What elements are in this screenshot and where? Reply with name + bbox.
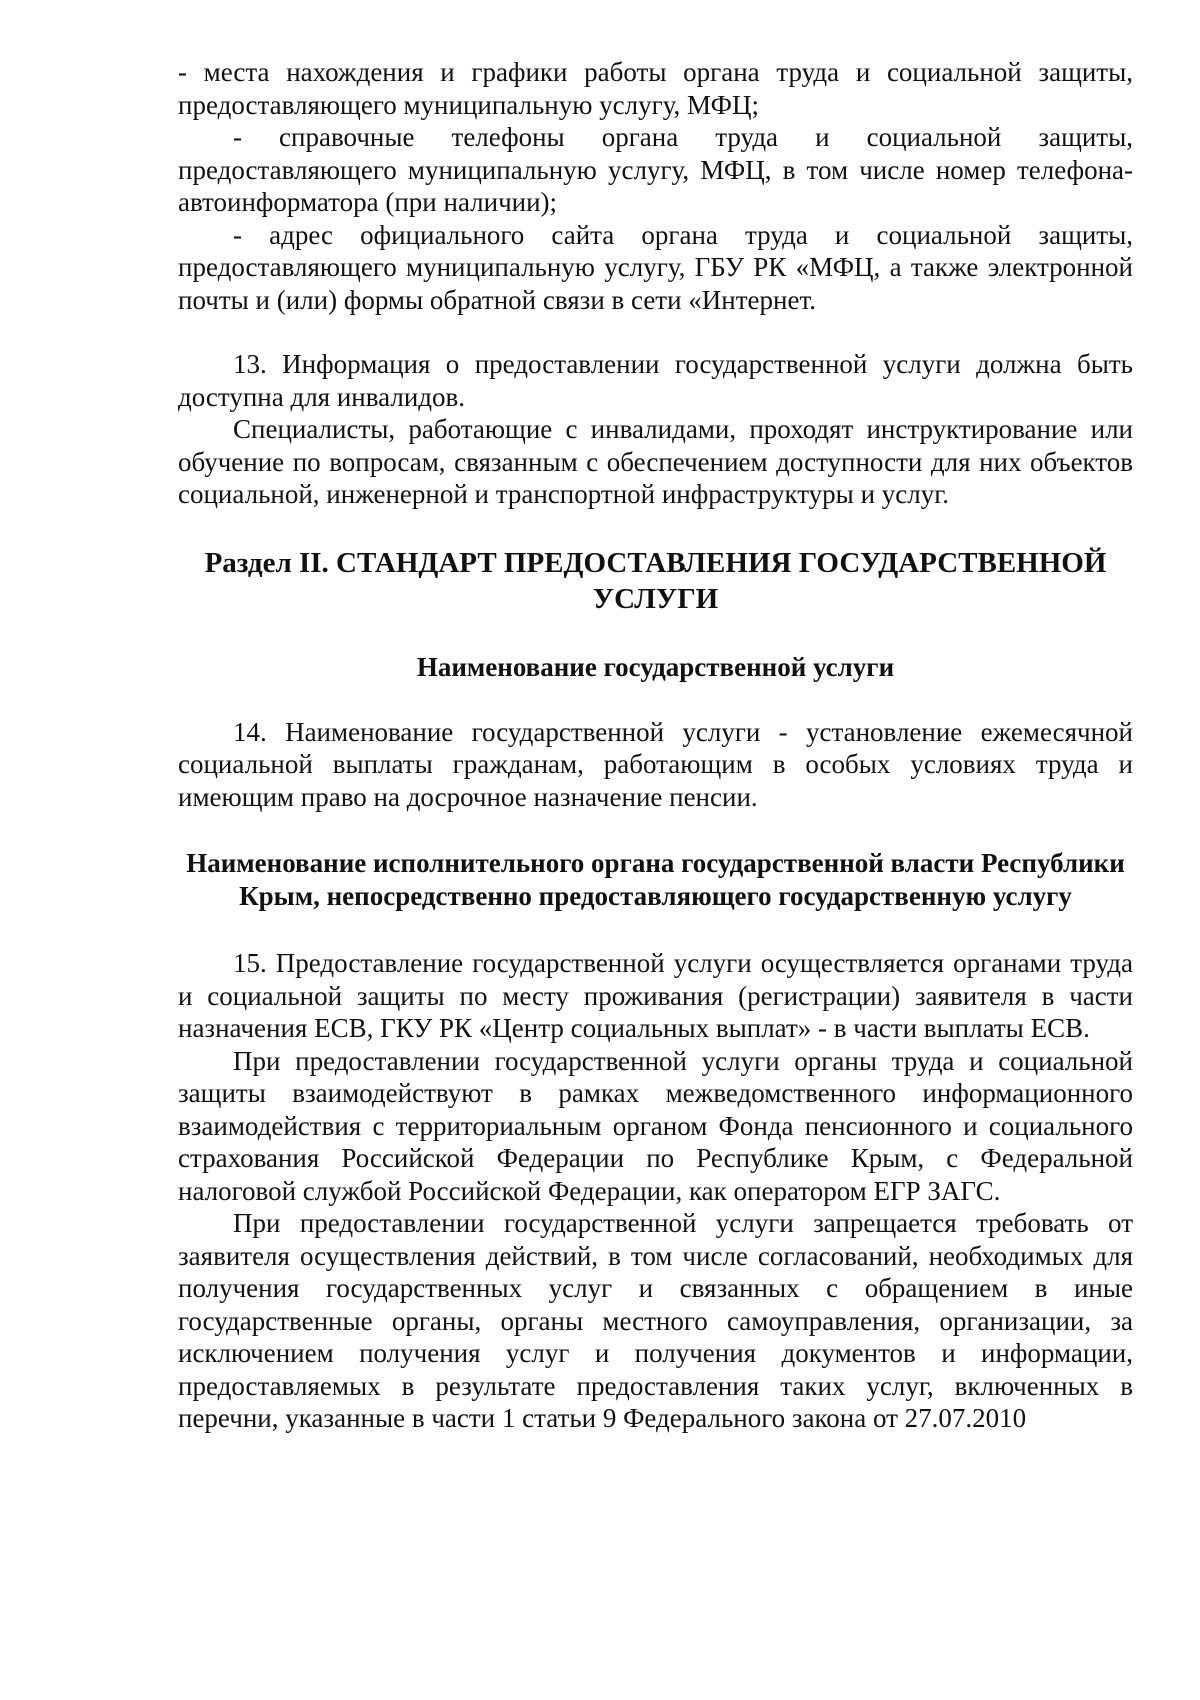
paragraph-15-prohibition: При предоставлении государственной услуги запрещается требовать от заявителя осуществления действий, в том числе согласований, необходимых для получения государственных услуг и связанных с обращением в иные государственные органы, органы местного самоуправления, организации, за исключением получения услуг и получения документов и информации, предоставляемых в результате предоставления таких услуг, включенных в перечни, указанные в части 1 статьи 9 Федерального закона от 27.07.2010 [178,1208,1133,1433]
section-word: Раздел [204,546,292,579]
subheading-executive-organ: Наименование исполнительного органа государственной власти Республики Крым, непосредственно предоставляющего государственную услугу [186,848,1125,911]
spacer [178,813,1133,847]
paragraph-13-specialists: Специалисты, работающие с инвалидами, проходят инструктирование или обучение по вопросам, связанным с обеспечением доступности для них объектов социальной, инженерной и транспортной инфраструктуры и услуг. [178,414,1133,509]
spacer [178,316,1133,348]
paragraph-13: 13. Информация о предоставлении государственной услуги должна быть доступна для инвалидов. [178,349,1133,412]
section-title: II. СТАНДАРТ ПРЕДОСТАВЛЕНИЯ ГОСУДАРСТВЕННОЙ УСЛУГИ [298,546,1107,615]
list-item-website: - адрес официального сайта органа труда и социальной защиты, предоставляющего муниципальную услугу, ГБУ РК «МФЦ, а также электронной почты и (или) формы обратной связи в сети «Интернет. [178,219,1133,315]
list-item-location: - места нахождения и графики работы органа труда и социальной защиты, предоставляющего муниципальную услугу, МФЦ; [178,57,1133,120]
paragraph-15-interaction: При предоставлении государственной услуги органы труда и социальной защиты взаимодействуют в рамках межведомственного информационного взаимодействия с территориальным органом Фонда пенсионного и социального страхования Российской Федерации по Республике Крым, с Федеральной налоговой службой Российской Федерации, как оператором ЕГР ЗАГС. [178,1045,1133,1206]
paragraph-14: 14. Наименование государственной услуги - установление ежемесячной социальной выплаты гражданам, работающим в особых условиях труда и имеющим право на досрочное назначение пенсии. [178,716,1133,812]
spacer [178,684,1133,716]
spacer [178,617,1133,651]
paragraph-15: 15. Предоставление государственной услуги осуществляется органами труда и социальной защиты по месту проживания (регистрации) заявителя в части назначения ЕСВ, ГКУ РК «Центр социальных выплат» - в части выплаты ЕСВ. [178,948,1133,1043]
spacer [178,511,1133,545]
section-heading [178,545,1133,617]
spacer [178,913,1133,947]
subheading-service-name: Наименование государственной услуги [416,651,895,682]
document-body [178,56,1133,1435]
list-item-phones: - справочные телефоны органа труда и социальной защиты, предоставляющего муниципальную услугу, МФЦ, в том числе номер телефона-автоинформатора (при наличии); [178,122,1133,217]
